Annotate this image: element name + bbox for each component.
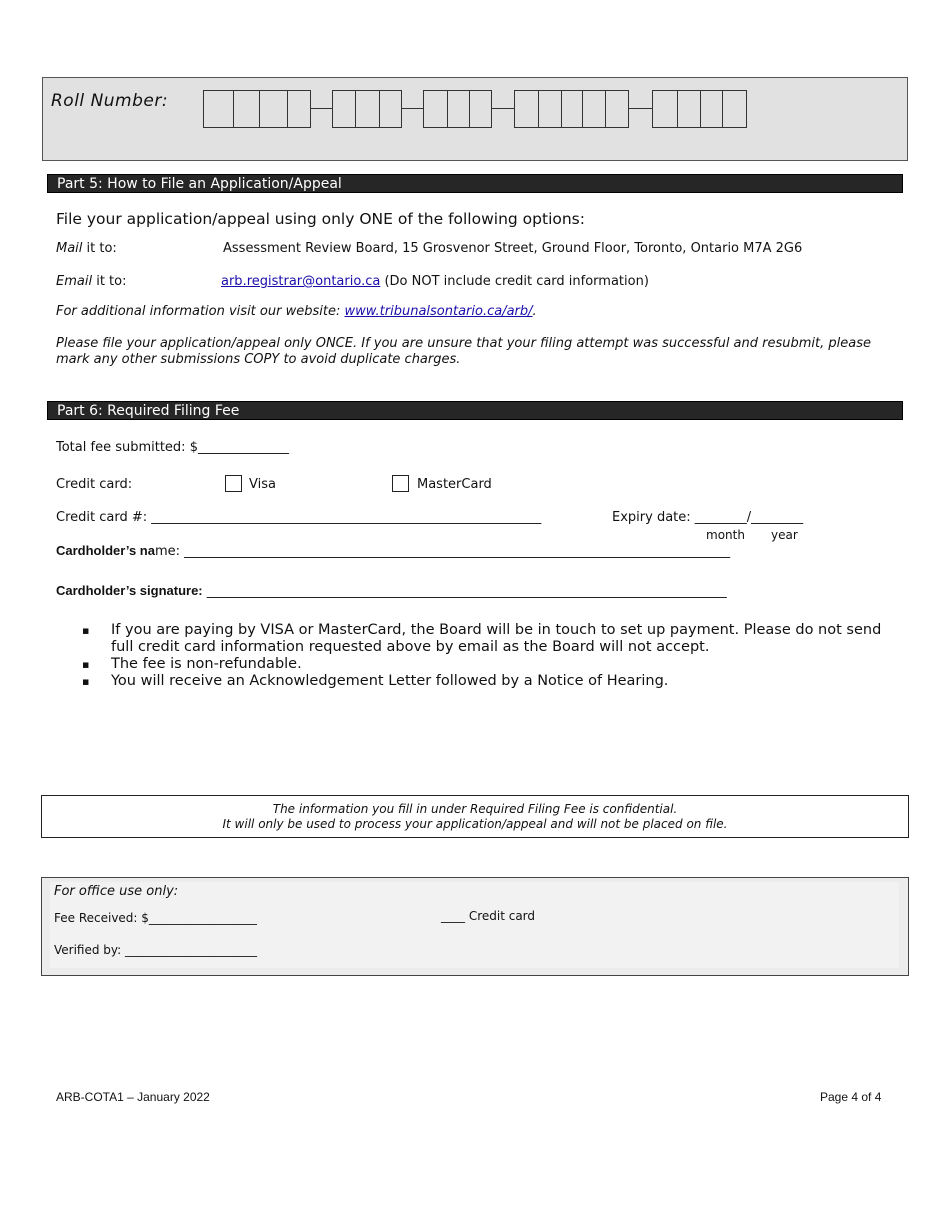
form-id: ARB-COTA1 – January 2022 (56, 1090, 210, 1104)
list-item: ▪ The fee is non-refundable. (56, 656, 906, 673)
filing-options-intro: File your application/appeal using only ONE of the following options: (56, 210, 585, 228)
mail-address: Assessment Review Board, 15 Grosvenor Street, Ground Floor, Toronto, Ontario M7A 2G6 (223, 241, 803, 256)
roll-number-segment-4[interactable] (514, 90, 629, 128)
visa-label: Visa (249, 477, 276, 492)
expiry-year-label: year (771, 528, 798, 542)
roll-number-separator (310, 108, 332, 109)
confidential-notice: The information you fill in under Required Filing Fee is confidential. It will only be used to process your application/appeal and will not be placed on file. (41, 795, 909, 838)
fee-notes-list (56, 622, 906, 690)
roll-number-segment-1[interactable] (203, 90, 311, 128)
part6-heading: Part 6: Required Filing Fee (47, 401, 903, 420)
roll-number-segment-3[interactable] (423, 90, 492, 128)
office-credit-card-field[interactable]: ____ Credit card (441, 909, 536, 923)
website-link[interactable]: www.tribunalsontario.ca/arb/ (344, 304, 533, 319)
mail-label: Mail it to: (56, 241, 117, 256)
fee-received-field[interactable]: Fee Received: $__________________ (54, 911, 257, 925)
roll-number-separator (401, 108, 424, 109)
roll-number-label: Roll Number: (51, 91, 169, 111)
mastercard-label: MasterCard (417, 477, 492, 492)
roll-number-segment-5[interactable] (652, 90, 747, 128)
expiry-month-label: month (706, 528, 745, 542)
office-use-title: For office use only: (54, 884, 179, 899)
expiry-date-field[interactable]: Expiry date: ________/________ (612, 510, 804, 525)
visa-checkbox[interactable] (225, 475, 242, 492)
cardholder-signature-field[interactable]: Cardholder’s signature: ________________________________________________________________________________ (56, 583, 727, 599)
roll-number-separator (491, 108, 515, 109)
credit-card-number-field[interactable]: Credit card #: ____________________________________________________________ (56, 510, 542, 525)
verified-by-field[interactable]: Verified by: ______________________ (54, 943, 258, 957)
email-link[interactable]: arb.registrar@ontario.ca (221, 274, 381, 289)
website-line: For additional information visit our website: www.tribunalsontario.ca/arb/. (56, 304, 537, 319)
list-item: ▪ If you are paying by VISA or MasterCard, the Board will be in touch to set up payment. Please do not send full credit card information requested above by email as the Board will not accept. (56, 622, 906, 656)
roll-number-separator (628, 108, 653, 109)
email-label: Email it to: (56, 274, 127, 289)
mastercard-checkbox[interactable] (392, 475, 409, 492)
cardholder-name-field[interactable]: Cardholder’s name: ____________________________________________________________________________________ (56, 543, 731, 559)
total-fee-field[interactable]: Total fee submitted: $______________ (56, 440, 289, 455)
roll-number-segment-2[interactable] (332, 90, 402, 128)
email-line: arb.registrar@ontario.ca (Do NOT include credit card information) (221, 274, 649, 289)
page-number: Page 4 of 4 (820, 1090, 882, 1104)
list-item: ▪ You will receive an Acknowledgement Letter followed by a Notice of Hearing. (56, 673, 906, 690)
credit-card-label: Credit card: (56, 477, 133, 492)
file-once-note: Please file your application/appeal only ONCE. If you are unsure that your filing attempt was successful and resubmit, please mark any other submissions COPY to avoid duplicate charges. (56, 336, 871, 367)
part5-heading: Part 5: How to File an Application/Appeal (47, 174, 903, 193)
